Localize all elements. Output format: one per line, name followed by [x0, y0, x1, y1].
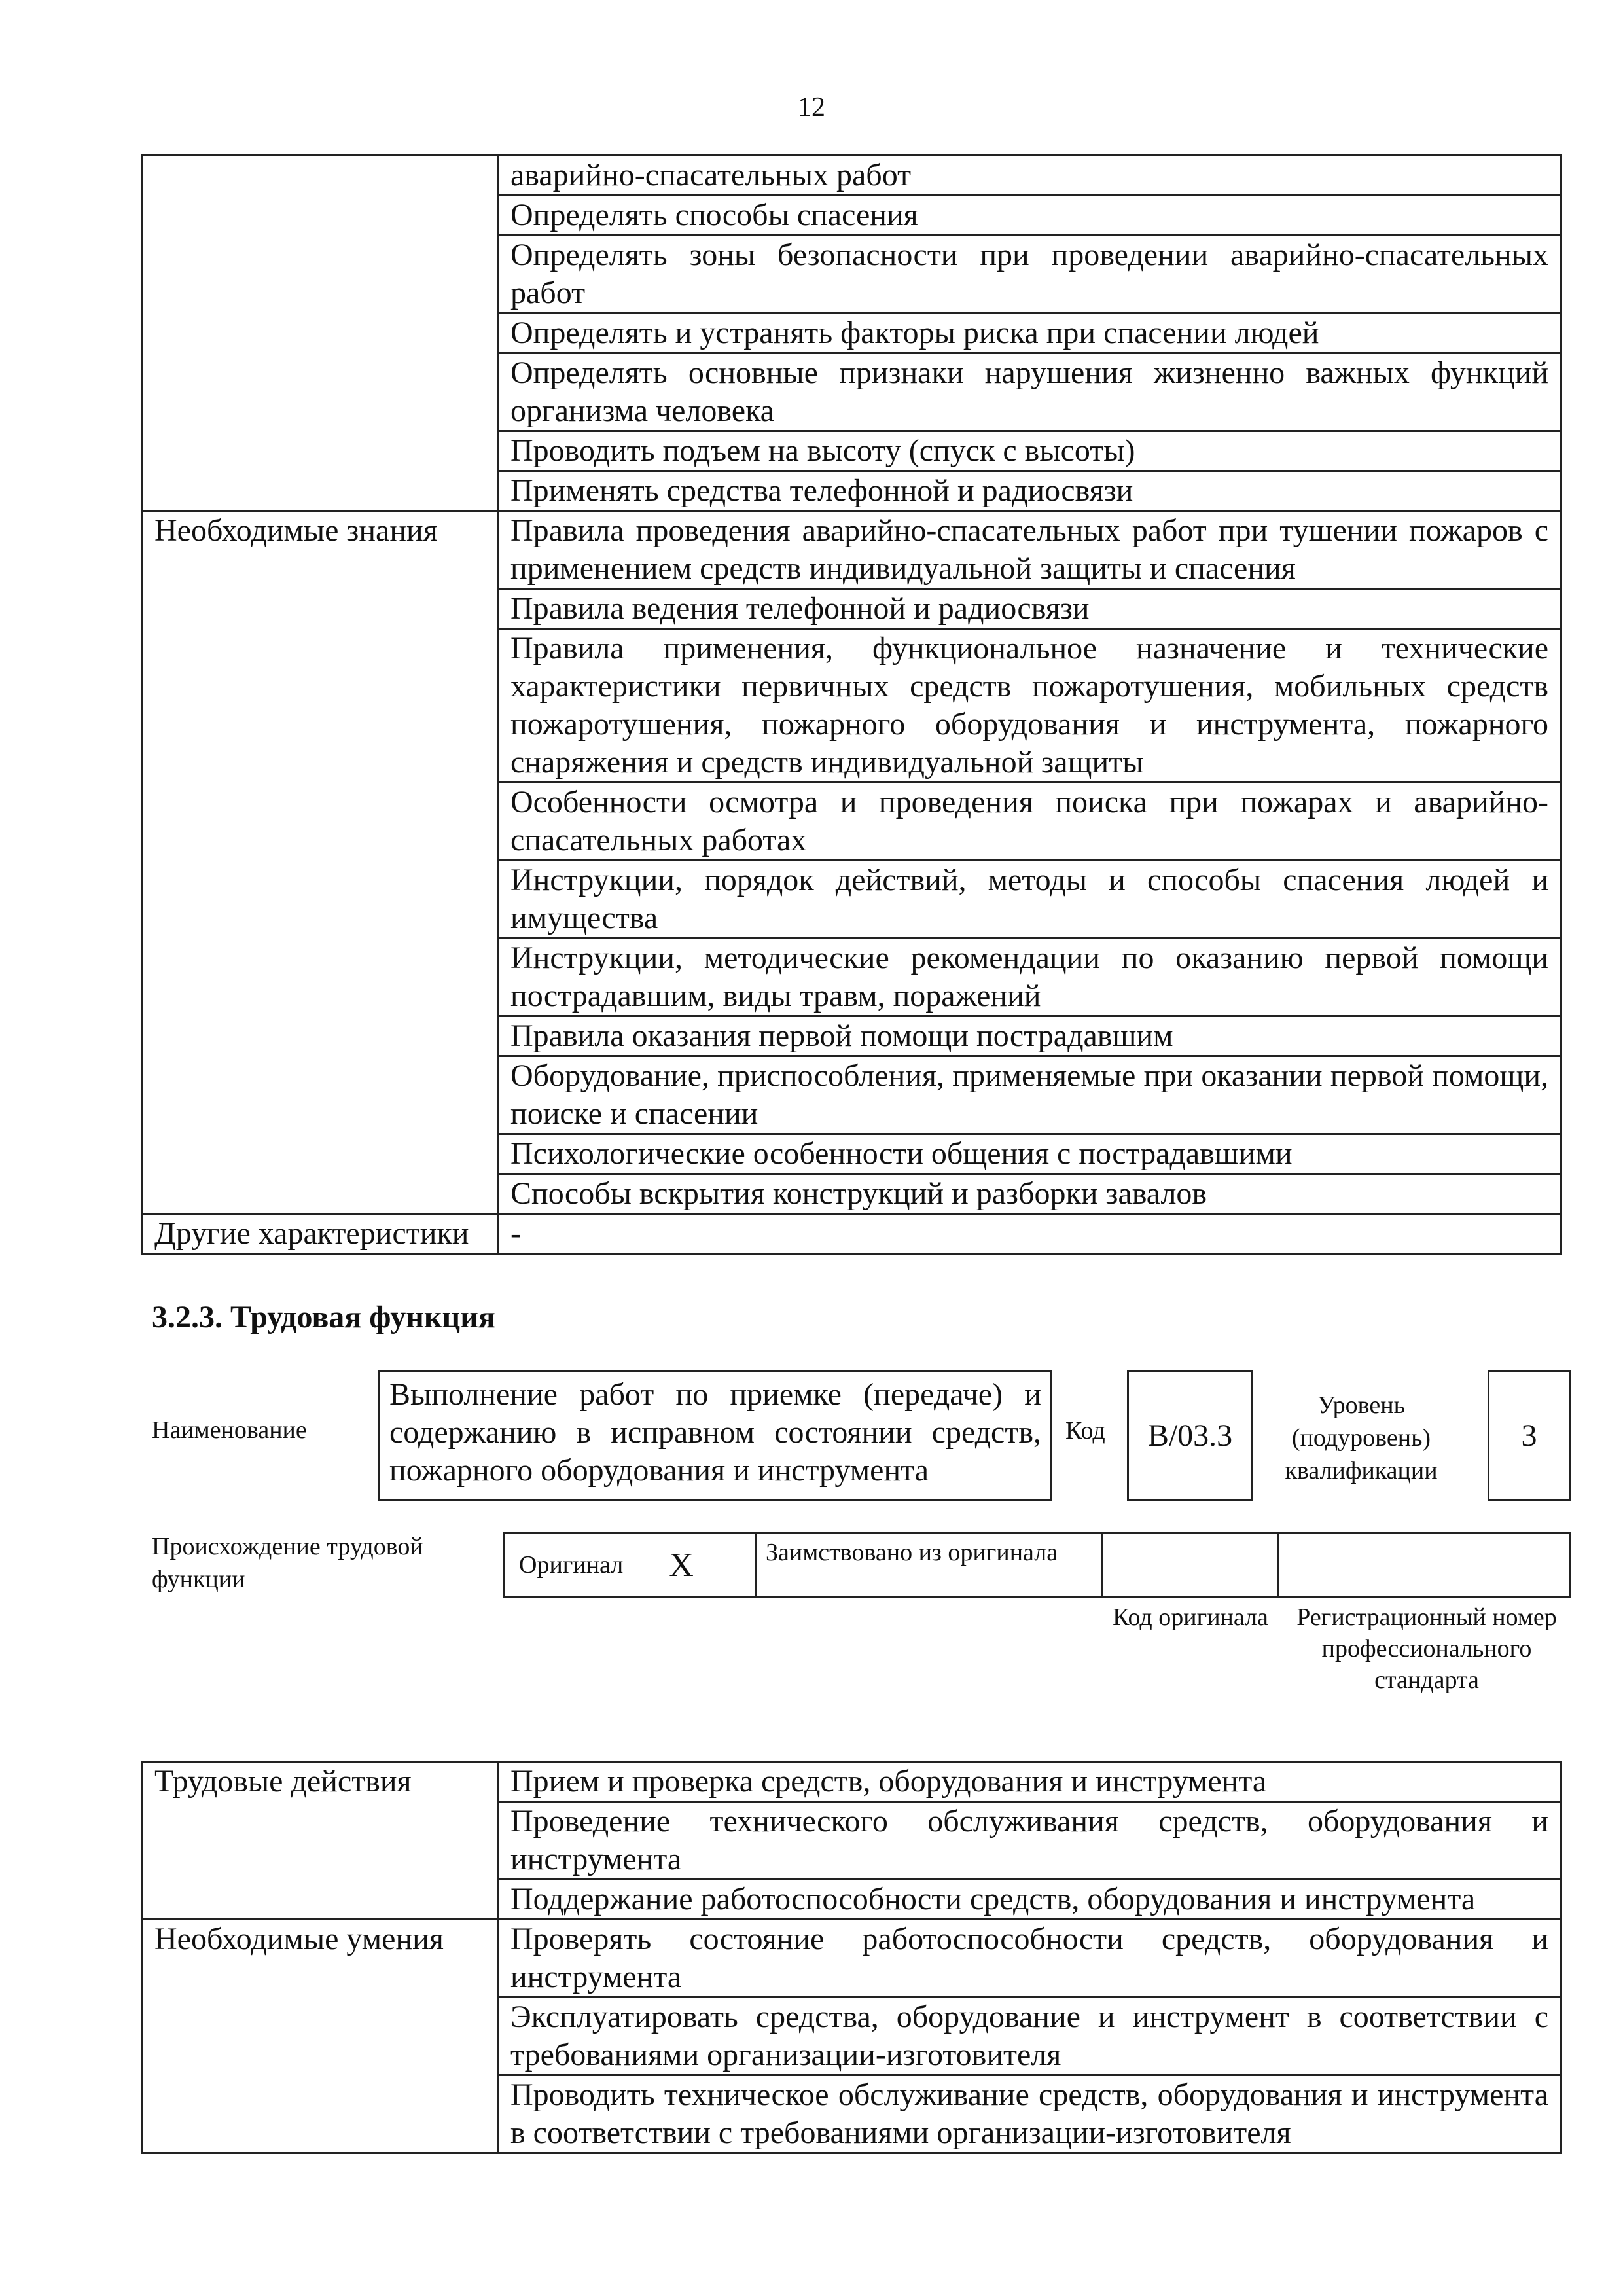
name-label: Наименование [152, 1416, 307, 1444]
row-text: Проведение технического обслуживания средств, оборудования и инструмента [498, 1802, 1561, 1880]
row-label-skills: Необходимые умения [142, 1920, 498, 2153]
row-label-other: Другие характеристики [142, 1214, 498, 1254]
section-heading: 3.2.3. Трудовая функция [152, 1300, 495, 1335]
row-text: Проводить техническое обслуживание средств, оборудования и инструмента в соответствии с требованиями организации-изготовителя [498, 2075, 1561, 2153]
origin-row [503, 1532, 1571, 1598]
row-text: Определять основные признаки нарушения жизненно важных функций организма человека [498, 353, 1561, 431]
level-label: Уровень (подуровень) квалификации [1285, 1391, 1438, 1484]
row-text: Инструкции, порядок действий, методы и способы спасения людей и имущества [498, 861, 1561, 939]
table-row [142, 156, 1561, 196]
level-box [1488, 1370, 1571, 1501]
row-text: Проверять состояние работоспособности средств, оборудования и инструмента [498, 1920, 1561, 1998]
original-cell [505, 1534, 757, 1596]
code-box [1127, 1370, 1253, 1501]
table-row [142, 1214, 1561, 1254]
row-text: Прием и проверка средств, оборудования и инструмента [498, 1762, 1561, 1802]
row-text: Инструкции, методические рекомендации по оказанию первой помощи пострадавшим, виды травм, поражений [498, 939, 1561, 1016]
row-text: Поддержание работоспособности средств, оборудования и инструмента [498, 1880, 1561, 1920]
table-row [142, 1920, 1561, 1998]
row-text: Эксплуатировать средства, оборудование и инструмент в соответствии с требованиями организации-изготовителя [498, 1998, 1561, 2075]
row-text: - [498, 1214, 1561, 1254]
row-text: Правила проведения аварийно-спасательных работ при тушении пожаров с применением средств индивидуальной защиты и спасения [498, 511, 1561, 589]
row-text: аварийно-спасательных работ [498, 156, 1561, 196]
table-row [142, 511, 1561, 589]
row-label-knowledge: Необходимые знания [142, 511, 498, 1214]
origin-label: Происхождение трудовой функции [152, 1533, 423, 1593]
original-label: Оригинал [519, 1551, 624, 1579]
level-value: 3 [1521, 1418, 1537, 1453]
original-mark: X [669, 1546, 694, 1584]
page-number: 12 [798, 92, 825, 122]
row-text: Способы вскрытия конструкций и разборки завалов [498, 1174, 1561, 1214]
code-value: B/03.3 [1147, 1418, 1233, 1453]
code-caption: Код оригинала [1113, 1604, 1268, 1631]
bottom-requirements-table [141, 1761, 1562, 2154]
row-text: Правила оказания первой помощи пострадавшим [498, 1016, 1561, 1056]
row-text: Определять зоны безопасности при проведении аварийно-спасательных работ [498, 236, 1561, 314]
row-text: Особенности осмотра и проведения поиска при пожарах и аварийно-спасательных работах [498, 783, 1561, 861]
reg-caption: Регистрационный номер профессионального стандарта [1296, 1604, 1557, 1694]
row-text: Проводить подъем на высоту (спуск с высоты) [498, 431, 1561, 471]
row-label [142, 156, 498, 511]
reg-number-cell [1279, 1534, 1569, 1596]
row-label-actions: Трудовые действия [142, 1762, 498, 1920]
row-text: Применять средства телефонной и радиосвязи [498, 471, 1561, 511]
code-label: Код [1065, 1417, 1105, 1444]
row-text: Правила ведения телефонной и радиосвязи [498, 589, 1561, 629]
row-text: Оборудование, приспособления, применяемые при оказании первой помощи, поиске и спасении [498, 1056, 1561, 1134]
row-text: Психологические особенности общения с пострадавшими [498, 1134, 1561, 1174]
row-text: Определять способы спасения [498, 196, 1561, 236]
top-requirements-table [141, 154, 1562, 1255]
table-row [142, 1762, 1561, 1802]
borrowed-cell: Заимствовано из оригинала [757, 1534, 1103, 1596]
row-text: Правила применения, функциональное назначение и технические характеристики первичных средств пожаротушения, мобильных средств пожаротушения, пожарного оборудования и инструмента, пожарного снаряжения и средств индивидуальной защиты [498, 629, 1561, 783]
row-text: Определять и устранять факторы риска при спасении людей [498, 314, 1561, 353]
function-name-box: Выполнение работ по приемке (передаче) и содержанию в исправном состоянии средств, пожарного оборудования и инструмента [378, 1370, 1052, 1501]
original-code-cell [1103, 1534, 1279, 1596]
